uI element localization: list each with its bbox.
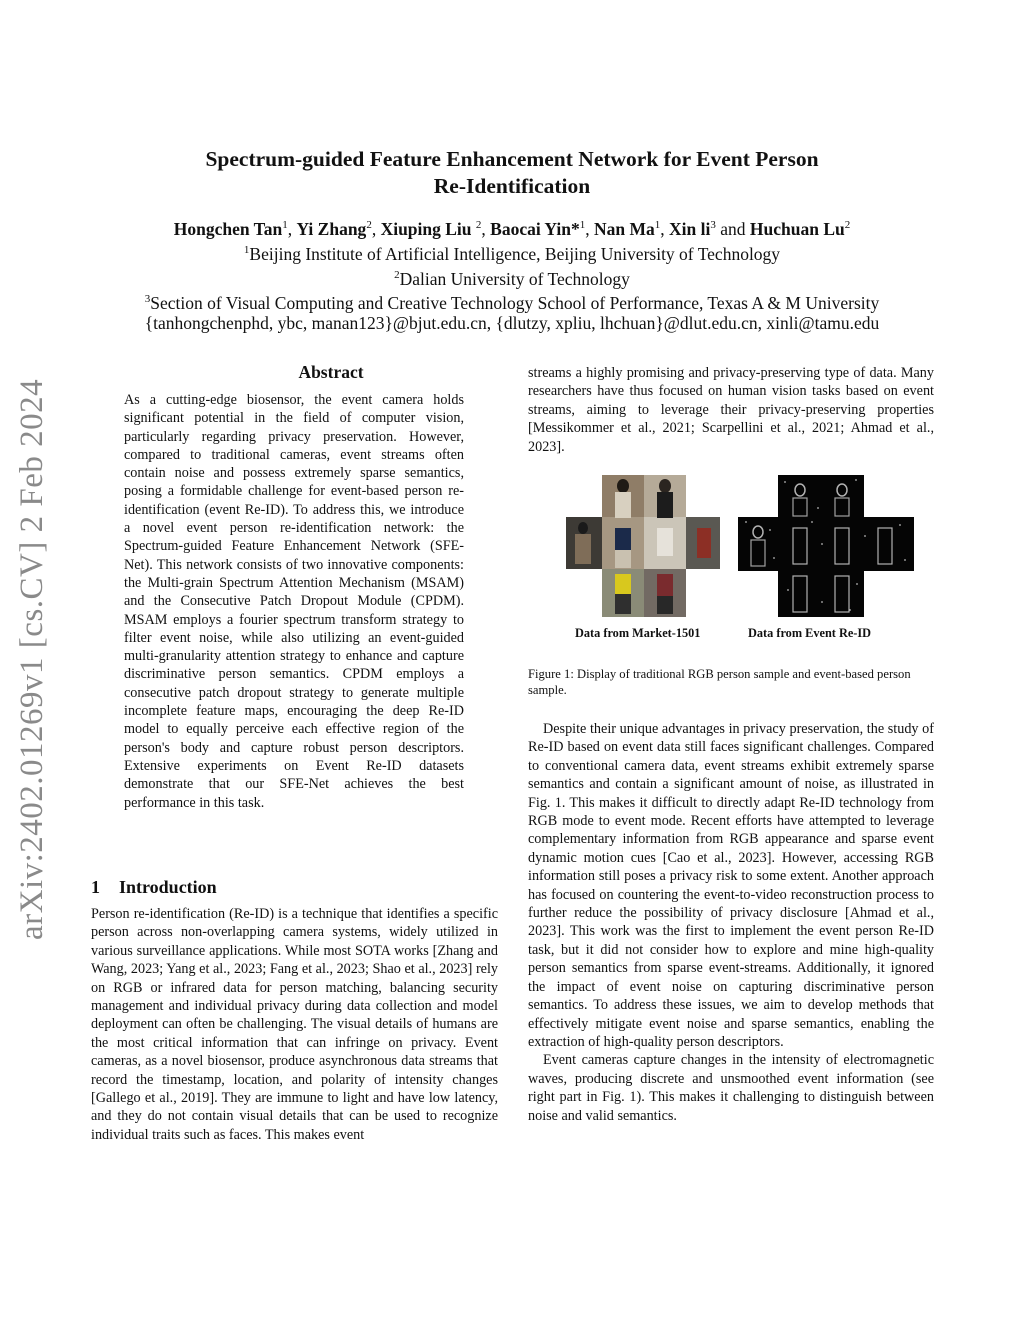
author-name: Huchuan Lu	[749, 218, 845, 239]
intro-paragraph: Person re-identification (Re-ID) is a technique that identifies a specific person across non-overlapping camera systems, widely utilized in various surveillance applications. While most SOTA works [Zhang and Wang, 2023; Yang et al., 2023; Fang et al., 2023; Shao et al., 2023] rely on RGB or infrared data for person matching, balancing security management and individual privacy during data collection and model deployment can often be challenging. The visual details of humans are the most critical information that can infringe on privacy. Event cameras, as a novel biosensor, produce asynchronous data streams that record the timestamp, location, and polarity of intensity changes [Gallego et al., 2019]. They are immune to light and have low latency, and they do not contain visual details that can be used to recognize individual traits such as faces. This makes event	[91, 906, 498, 1143]
author-name: Xin li	[669, 218, 711, 239]
abstract-text: As a cutting-edge biosensor, the event camera holds significant potential in the field of computer vision, particularly regarding privacy preservation. However, compared to traditional cameras, event streams often contain noise and possess extremely sparse semantics, posing a formidable challenge for event-based person re-identification (event Re-ID). To address this, we introduce a novel event person re-identification network: the Spectrum-guided Feature Enhancement Network (SFE-Net). This network consists of two innovative components: the Multi-grain Spectrum Attention Mechanism (MSAM) and the Consecutive Patch Dropout Module (CPDM). MSAM employs a fourier spectrum transform strategy to filter event noise, while also utilizing an event-guided multi-granularity attention strategy to enhance and capture discriminative person semantics. CPDM employs a consecutive patch dropout strategy to generate multiple incomplete feature maps, encouraging the deep Re-ID model to equally perceive each effective region of the person's body and capture robust person descriptors. Extensive experiments on Event Re-ID datasets demonstrate that our SFE-Net achieves the best performance in this task.	[124, 392, 464, 811]
right-paragraph-1: streams a highly promising and privacy-preserving type of data. Many researchers have thus focused on human vision tasks based on event streams, aiming to leverage their privacy-preserving properties [Messikommer et al., 2021; Scarpellini et al., 2021; Ahmad et al., 2023].	[528, 365, 934, 455]
affiliation-1: $^1$Beijing Institute of Artificial Intelligence, Beijing University of Technology	[243, 243, 781, 264]
figure-label-event: Data from Event Re-ID	[748, 626, 872, 640]
figure-image	[560, 470, 920, 620]
section-title: Introduction	[119, 877, 217, 897]
title-line-1: Spectrum-guided Feature Enhancement Network for Event Person	[205, 147, 819, 171]
section-heading	[91, 877, 217, 898]
author-list: Hongchen Tan$^1$, Yi Zhang$^2$, Xiuping Liu $^2$, Baocai Yin*$^1$, Nan Ma$^1$, Xin $li^3$ and Huchuan Lu$^2$	[173, 218, 851, 239]
figure-caption: Figure 1: Display of traditional RGB person sample and event-based person sample.	[528, 667, 911, 697]
affiliation-3: $^3$Section of Visual Computing and Creative Technology School of Performance, Texas A & M University	[144, 292, 880, 313]
title-line-2: Re-Identification	[433, 174, 591, 198]
abstract-heading: Abstract	[298, 362, 364, 382]
section-number: 1	[91, 877, 100, 897]
arxiv-identifier: arXiv:2402.01269v1 [cs.CV] 2 Feb 2024	[14, 378, 50, 940]
author-and: and	[720, 218, 746, 239]
figure-label-rgb: Data from Market-1501	[575, 626, 701, 640]
right-paragraphs	[528, 720, 934, 1125]
author-name: Yi Zhang	[296, 218, 367, 239]
paper-title	[120, 146, 904, 200]
right-paragraph-2: Despite their unique advantages in privacy preservation, the study of Re-ID based on event data still faces significant challenges. Compared to conventional camera data, event streams exhibit extremely sparse semantics and contain a significant amount of noise, as illustrated in Fig. 1. This makes it difficult to directly adapt Re-ID technology from RGB mode to event mode. Recent efforts have attempted to leverage complementary information from RGB appearance and sparse event dynamic motion cues [Cao et al., 2023]. However, accessing RGB information still poses a privacy risk to some extent. Another approach has focused on countering the event-to-video reconstruction process to further reduce the possibility of privacy disclosure [Ahmad et al., 2023]. This work was the first to implement the event person Re-ID task, but it did not consider how to explore and mine high-quality person semantics from sparse event-streams. Additionally, it ignored the impact of event noise on capturing discriminative person semantics. To address these issues, we aim to develop methods that effectively mitigate event noise and sparse semantics, enabling the extraction of high-quality person descriptors.	[528, 721, 934, 1050]
author-name: Xiuping Liu	[380, 218, 472, 239]
right-paragraph-3: Event cameras capture changes in the intensity of electromagnetic waves, producing discrete and unsmoothed event information (see right part in Fig. 1). This makes it challenging to distinguish between noise and valid semantics.	[528, 1052, 934, 1124]
author-name: Hongchen Tan	[173, 218, 283, 239]
author-name: Nan Ma	[594, 218, 655, 239]
affiliation-2: $^2$Dalian University of Technology	[394, 268, 630, 289]
author-emails: {tanhongchenphd, ybc, manan123}@bjut.edu.cn, {dlutzy, xpliu, lhchuan}@dlut.edu.cn, xinli@tamu.edu	[144, 313, 880, 333]
author-name: Baocai Yin*	[490, 218, 580, 239]
